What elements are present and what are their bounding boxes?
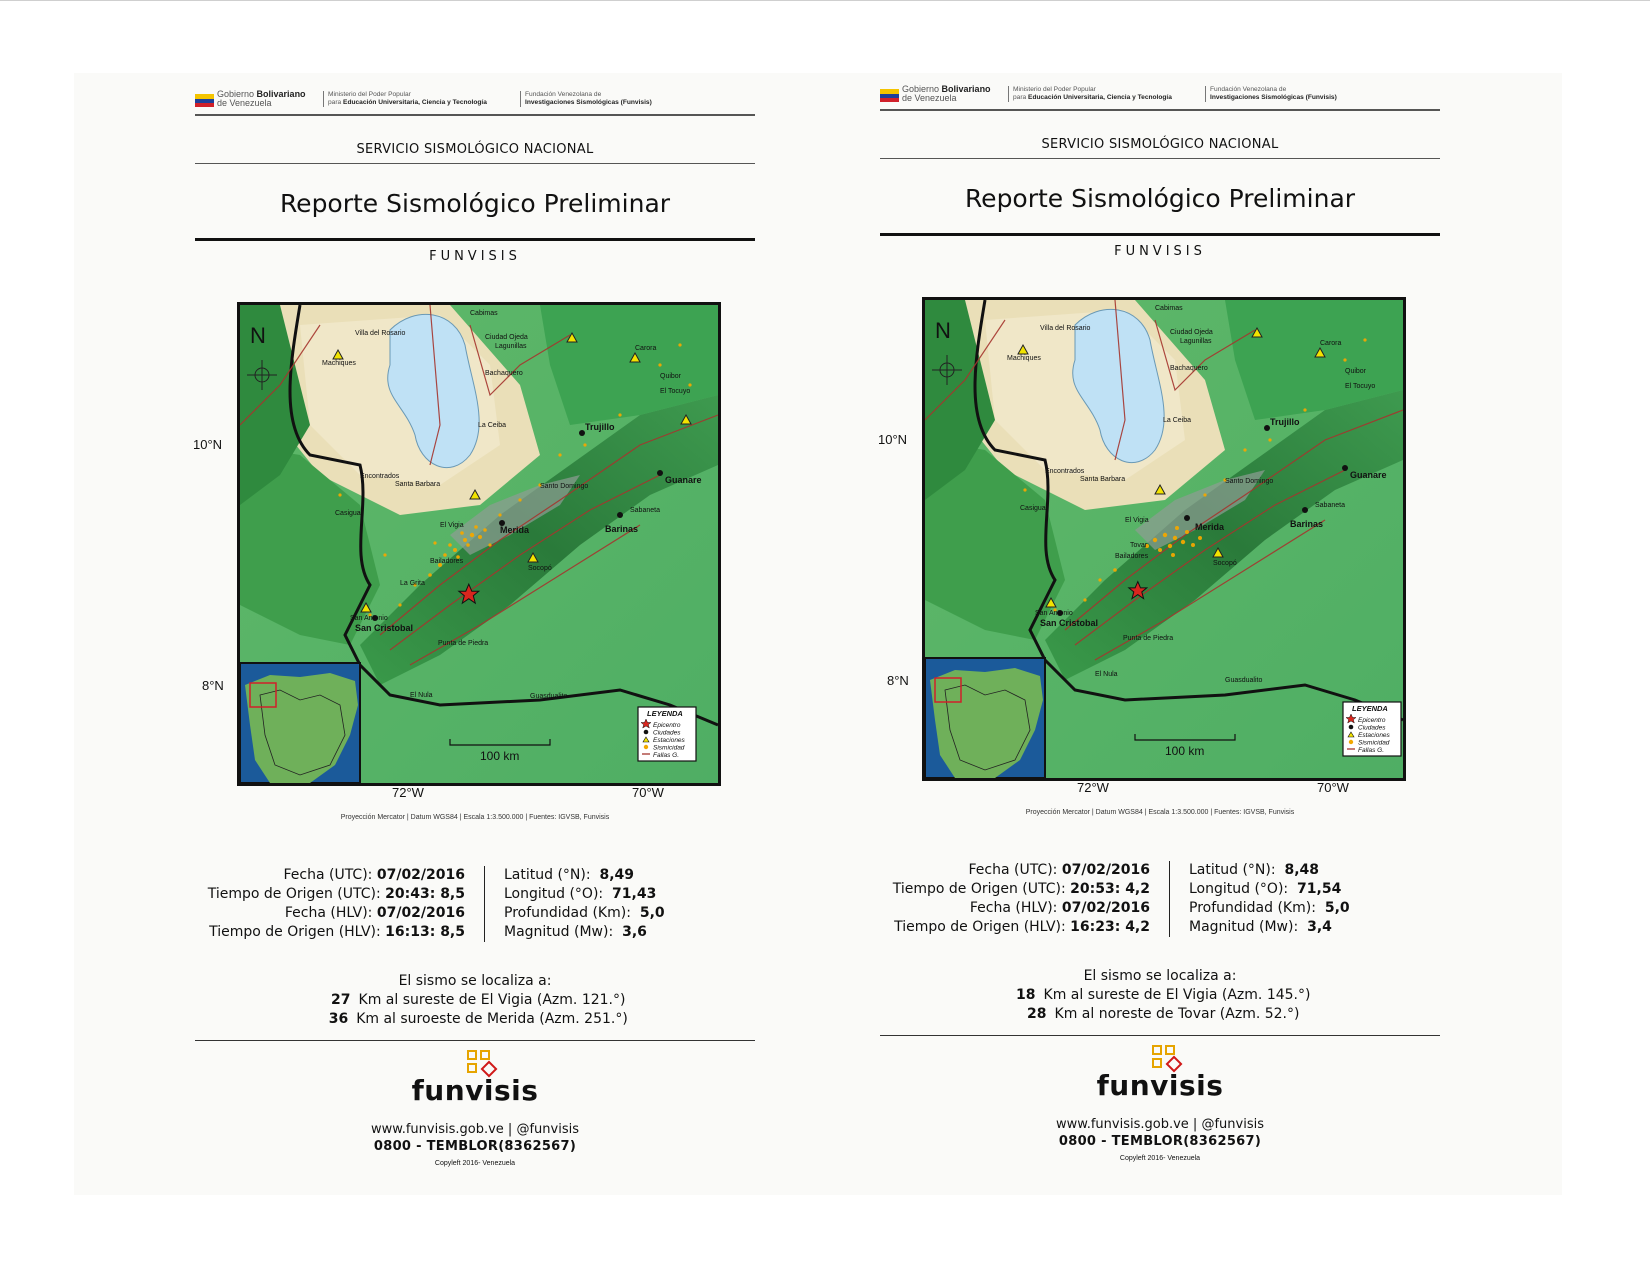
lon-label-70w: 70°W <box>632 785 664 800</box>
gov-name: Gobierno Bolivariano de Venezuela <box>217 89 306 108</box>
city-label: Lagunillas <box>495 343 527 350</box>
profundidad-row: Profundidad (Km): 5,0 <box>1189 900 1350 916</box>
funvisis-logo <box>195 1046 755 1114</box>
distance-row: 27 Km al sureste de El Vigia (Azm. 121.°) <box>331 992 626 1008</box>
scale-label: 100 km <box>1165 744 1205 758</box>
city-label: Cabimas <box>470 310 498 317</box>
city-label: Santo Domingo <box>540 483 589 490</box>
city-label: Santo Domingo <box>1225 478 1274 485</box>
funvisis-logo <box>880 1041 1440 1109</box>
column-divider <box>1169 861 1170 937</box>
top-border <box>0 0 1650 1</box>
city-label: San Cristobal <box>355 623 414 633</box>
city-label: Socopó <box>528 565 552 572</box>
fecha-utc-row: Fecha (UTC): 07/02/2016 <box>968 862 1150 878</box>
city-label: El Nula <box>1095 671 1118 678</box>
legend-item: Ciudades <box>1358 724 1386 732</box>
location-description <box>880 967 1440 1024</box>
north-label: N <box>935 318 951 343</box>
legend-item: Estaciones <box>1358 732 1390 739</box>
location-description <box>195 972 755 1029</box>
city-label: Quibor <box>660 373 682 380</box>
copyleft: Copyleft 2016- Venezuela <box>434 1160 516 1167</box>
profundidad-row: Profundidad (Km): 5,0 <box>504 905 665 921</box>
report-title: Reporte Sismológico Preliminar <box>880 184 1440 236</box>
gov-header <box>195 86 755 116</box>
event-details <box>195 866 755 944</box>
city-label: Ciudad Ojeda <box>1170 329 1213 336</box>
report-2 <box>880 81 1440 1162</box>
city-label: San Cristobal <box>1040 618 1099 628</box>
distance-row: 18 Km al sureste de El Vigia (Azm. 145.°) <box>1016 987 1311 1003</box>
city-label: Tovar <box>1130 542 1148 549</box>
contact-line: www.funvisis.gob.ve | @funvisis <box>1056 1117 1264 1132</box>
city-label: Guasdualito <box>1225 677 1263 684</box>
tiempo-utc-row: Tiempo de Origen (UTC): 20:43: 8,5 <box>207 886 465 902</box>
logo-wordmark: funvisis <box>411 1074 539 1107</box>
copyleft: Copyleft 2016- Venezuela <box>1119 1155 1201 1162</box>
city-label: Bailadores <box>1115 553 1149 560</box>
lat-label-10n: 10°N <box>878 432 908 447</box>
lat-label-10n: 10°N <box>193 437 223 452</box>
lon-label-72w: 72°W <box>1077 780 1109 795</box>
epicenter-map[interactable] <box>922 297 1406 781</box>
city-label: Villa del Rosario <box>1040 325 1091 332</box>
map-legend <box>1343 702 1401 756</box>
lat-label-8n: 8°N <box>202 678 224 693</box>
social-handle[interactable]: @funvisis <box>1201 1117 1264 1132</box>
logo-wordmark: funvisis <box>1096 1069 1224 1102</box>
legend-seismicity-icon <box>1349 740 1353 744</box>
city-label: Merida <box>1195 522 1225 532</box>
city-label: Trujillo <box>585 422 615 432</box>
legend-item: Fallas G. <box>1358 747 1385 754</box>
lon-label-70w: 70°W <box>1317 780 1349 795</box>
gov-name: Gobierno Bolivariano de Venezuela <box>902 84 991 103</box>
city-label: Barinas <box>1290 519 1324 529</box>
contact-line: www.funvisis.gob.ve | @funvisis <box>371 1122 579 1137</box>
lat-label-8n: 8°N <box>887 673 909 688</box>
city-label: Ciudad Ojeda <box>485 334 528 341</box>
legend-item: Ciudades <box>653 729 681 737</box>
city-label: Bachaquero <box>485 370 523 377</box>
city-label: Casigua <box>335 510 361 517</box>
city-label: El Vigia <box>1125 517 1149 524</box>
magnitud-row: Magnitud (Mw): 3,6 <box>504 924 647 940</box>
legend-item: Estaciones <box>653 737 685 744</box>
ministry-name: Ministerio del Poder Popular para Educación Universitaria, Ciencia y Tecnología <box>1008 86 1172 102</box>
service-name: SERVICIO SISMOLÓGICO NACIONAL <box>195 142 755 164</box>
city-label: Casigua <box>1020 505 1046 512</box>
fecha-hlv-row: Fecha (HLV): 07/02/2016 <box>969 900 1150 916</box>
service-name: SERVICIO SISMOLÓGICO NACIONAL <box>880 137 1440 159</box>
city-label: Sabaneta <box>1315 502 1345 509</box>
city-label: El Nula <box>410 692 433 699</box>
org-name: FUNVISIS <box>1114 244 1206 259</box>
fecha-hlv-row: Fecha (HLV): 07/02/2016 <box>284 905 465 921</box>
website-link[interactable]: www.funvisis.gob.ve <box>371 1122 504 1137</box>
city-label: La Grita <box>400 580 425 587</box>
north-label: N <box>250 323 266 348</box>
event-details <box>880 861 1440 939</box>
city-label: Bailadores <box>430 558 464 565</box>
city-label: Encontrados <box>1045 468 1085 475</box>
city-label: Lagunillas <box>1180 338 1212 345</box>
city-label: Quibor <box>1345 368 1367 375</box>
legend-seismicity-icon <box>644 745 648 749</box>
city-label: Villa del Rosario <box>355 330 406 337</box>
map-legend <box>638 707 696 761</box>
city-label: Carora <box>1320 340 1342 347</box>
phone-number: 0800 - TEMBLOR(8362567) <box>1058 1134 1262 1149</box>
ministry-name: Ministerio del Poder Popular para Educación Universitaria, Ciencia y Tecnología <box>323 91 487 107</box>
city-label: Carora <box>635 345 657 352</box>
city-label: La Ceiba <box>1163 417 1192 424</box>
footer-divider <box>880 1035 1440 1036</box>
city-label: Santa Barbara <box>1080 476 1126 483</box>
city-label: Trujillo <box>1270 417 1300 427</box>
tiempo-hlv-row: Tiempo de Origen (HLV): 16:13: 8,5 <box>209 924 465 940</box>
city-label: Socopó <box>1213 560 1237 567</box>
epicenter-map[interactable] <box>237 302 721 786</box>
tiempo-utc-row: Tiempo de Origen (UTC): 20:53: 4,2 <box>892 881 1150 897</box>
venezuela-flag-icon <box>880 89 899 102</box>
legend-title: LEYENDA <box>647 709 683 718</box>
city-label: Machiques <box>322 360 356 367</box>
city-label: Encontrados <box>360 473 400 480</box>
city-label: El Tocuyo <box>1345 383 1376 390</box>
legend-city-icon <box>644 730 649 735</box>
legend-item: Sismicidad <box>653 744 685 752</box>
city-label: Punta de Piedra <box>438 640 489 647</box>
city-label: Guanare <box>665 475 702 485</box>
city-label: Bachaquero <box>1170 365 1208 372</box>
inset-map <box>925 658 1045 778</box>
city-label: Santa Barbara <box>395 481 441 488</box>
city-label: San Antonio <box>350 615 388 622</box>
tiempo-hlv-row: Tiempo de Origen (HLV): 16:23: 4,2 <box>894 919 1150 935</box>
org-name: FUNVISIS <box>429 249 521 264</box>
latitud-row: Latitud (°N): 8,49 <box>504 867 635 883</box>
foundation-name: Fundación Venezolana de Investigaciones Sismológicas (Funvisis) <box>1205 86 1337 102</box>
legend-item: Sismicidad <box>1358 739 1390 747</box>
scale-label: 100 km <box>480 749 520 763</box>
relief-map <box>240 305 718 783</box>
fecha-utc-row: Fecha (UTC): 07/02/2016 <box>283 867 465 883</box>
footer-divider <box>195 1040 755 1041</box>
distance-row: 36 Km al suroeste de Merida (Azm. 251.°) <box>328 1011 628 1027</box>
legend-city-icon <box>1349 725 1354 730</box>
legend-title: LEYENDA <box>1352 704 1388 713</box>
city-label: Cabimas <box>1155 305 1183 312</box>
city-label: La Ceiba <box>478 422 507 429</box>
legend-item: Fallas G. <box>653 752 680 759</box>
legend-item: Epicentro <box>1358 717 1386 724</box>
location-heading: El sismo se localiza a: <box>398 973 552 989</box>
city-label: San Antonio <box>1035 610 1073 617</box>
city-label: Barinas <box>605 524 639 534</box>
foundation-name: Fundación Venezolana de Investigaciones Sismológicas (Funvisis) <box>520 91 652 107</box>
lon-label-72w: 72°W <box>392 785 424 800</box>
longitud-row: Longitud (°O): 71,54 <box>1189 881 1342 897</box>
phone-number: 0800 - TEMBLOR(8362567) <box>373 1139 577 1154</box>
report-title: Reporte Sismológico Preliminar <box>195 189 755 241</box>
inset-map <box>240 663 360 783</box>
report-1 <box>195 86 755 1167</box>
city-label: Sabaneta <box>630 507 660 514</box>
relief-map <box>925 300 1403 778</box>
distance-row: 28 Km al noreste de Tovar (Azm. 52.°) <box>1027 1006 1300 1022</box>
social-handle[interactable]: @funvisis <box>516 1122 579 1137</box>
latitud-row: Latitud (°N): 8,48 <box>1189 862 1320 878</box>
city-label: El Tocuyo <box>660 388 691 395</box>
venezuela-flag-icon <box>195 94 214 107</box>
column-divider <box>484 866 485 942</box>
location-heading: El sismo se localiza a: <box>1083 968 1237 984</box>
city-label: Merida <box>500 525 530 535</box>
city-label: Guanare <box>1350 470 1387 480</box>
projection-note: Proyección Mercator | Datum WGS84 | Escala 1:3.500.000 | Fuentes: IGVSB, Funvisis <box>340 814 610 821</box>
longitud-row: Longitud (°O): 71,43 <box>504 886 657 902</box>
projection-note: Proyección Mercator | Datum WGS84 | Escala 1:3.500.000 | Fuentes: IGVSB, Funvisis <box>1025 809 1295 816</box>
magnitud-row: Magnitud (Mw): 3,4 <box>1189 919 1332 935</box>
city-label: Punta de Piedra <box>1123 635 1174 642</box>
gov-header <box>880 81 1440 111</box>
city-label: El Vigia <box>440 522 464 529</box>
legend-item: Epicentro <box>653 722 681 729</box>
city-label: Machiques <box>1007 355 1041 362</box>
city-label: Guasdualito <box>530 693 568 700</box>
website-link[interactable]: www.funvisis.gob.ve <box>1056 1117 1189 1132</box>
